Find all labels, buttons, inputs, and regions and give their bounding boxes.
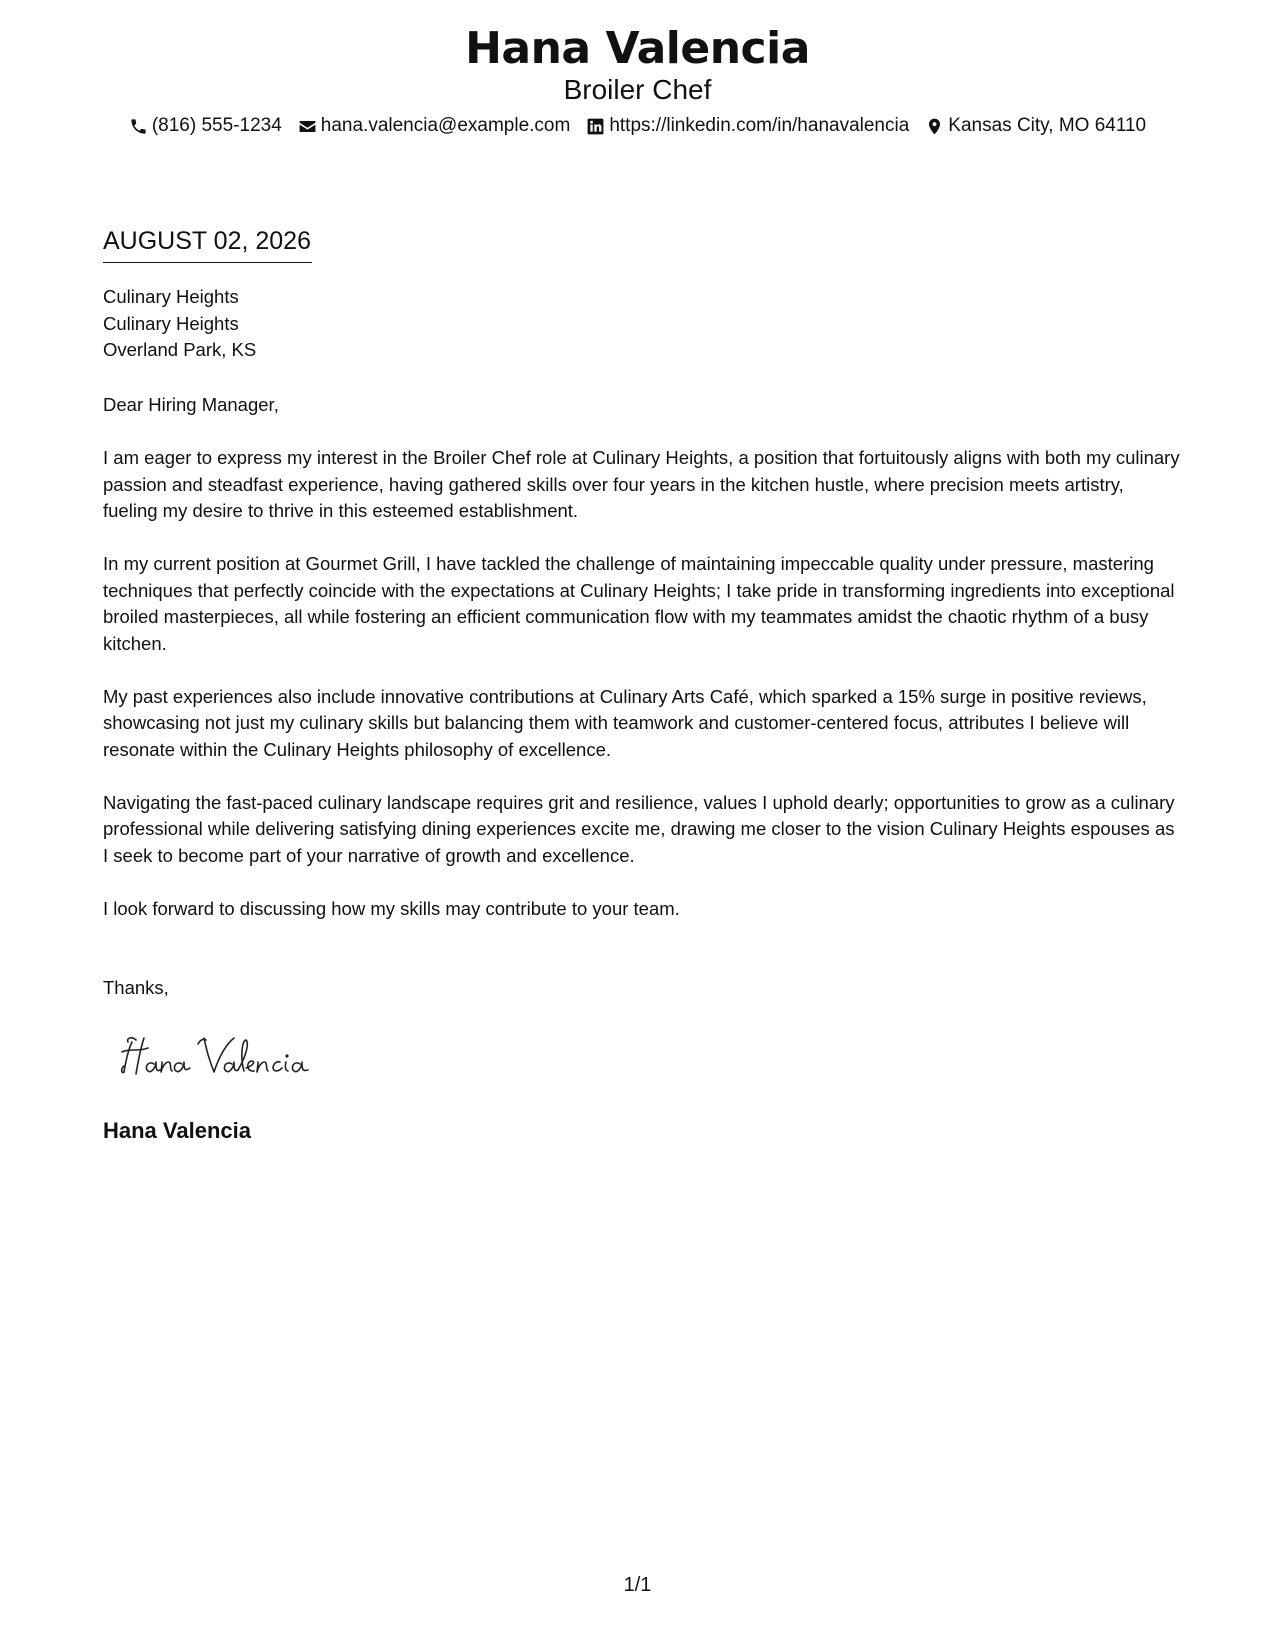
contact-location	[925, 114, 1146, 138]
contact-linkedin	[586, 114, 909, 138]
date-block	[103, 226, 312, 263]
body-paragraph: My past experiences also include innovative contributions at Culinary Arts Café, which sparked a 15% surge in positive reviews, showcasing not just my culinary skills but balancing them with teamwork and customer-centered focus, attributes I believe will resonate within the Culinary Heights philosophy of excellence.	[103, 685, 1147, 760]
letter-body	[103, 392, 1183, 949]
body-paragraph: I look forward to discussing how my skills may contribute to your team.	[103, 897, 680, 919]
letter-header	[0, 22, 1275, 138]
recipient-location: Overland Park, KS	[103, 339, 257, 360]
body-paragraph: I am eager to express my interest in the Broiler Chef role at Culinary Heights, a position that fortuitously aligns with both my culinary passion and steadfast experience, having gathered skills over four years in the kitchen hustle, where precision meets artistry, fueling my desire to thrive in this esteemed establishment.	[103, 447, 1180, 521]
phone-number: (816) 555-1234	[151, 115, 282, 136]
body-paragraph: Navigating the fast-paced culinary landscape requires grit and resilience, values I uphold dearly; opportunities to grow as a culinary professional while delivering satisfying dining experiences excite me, drawing me closer to the vision Culinary Heights espouses as I seek to become part of your narrative of growth and excellence.	[103, 791, 1175, 866]
recipient-company: Culinary Heights	[103, 286, 239, 307]
letter-date: AUGUST 02, 2026	[103, 226, 312, 263]
map-pin-icon	[925, 117, 944, 136]
applicant-title: Broiler Chef	[563, 74, 712, 105]
linkedin-icon	[586, 117, 605, 136]
recipient-block	[103, 284, 256, 364]
closing: Thanks,	[103, 977, 169, 998]
email-address: hana.valencia@example.com	[320, 115, 571, 136]
applicant-name: Hana Valencia	[465, 23, 810, 74]
phone-icon	[129, 117, 148, 136]
signer-name: Hana Valencia	[103, 1118, 251, 1143]
page-number: 1/1	[623, 1574, 652, 1596]
handwritten-signature	[118, 1030, 348, 1080]
body-paragraph: In my current position at Gourmet Grill, I have tackled the challenge of maintaining impeccable quality under pressure, mastering techniques that perfectly coincide with the expectations at Culinary Heights; I take pride in transforming ingredients into exceptional broiled masterpieces, all while fostering an efficient communication flow with my teammates amidst the chaotic rhythm of a busy kitchen.	[103, 553, 1175, 654]
contact-bar	[0, 114, 1275, 138]
location-text: Kansas City, MO 64110	[948, 115, 1147, 136]
linkedin-url: https://linkedin.com/in/hanavalencia	[609, 115, 910, 136]
salutation: Dear Hiring Manager,	[103, 394, 279, 415]
recipient-company-line2: Culinary Heights	[103, 312, 239, 334]
envelope-icon	[298, 117, 317, 136]
contact-phone	[129, 114, 282, 138]
contact-email	[298, 114, 571, 138]
